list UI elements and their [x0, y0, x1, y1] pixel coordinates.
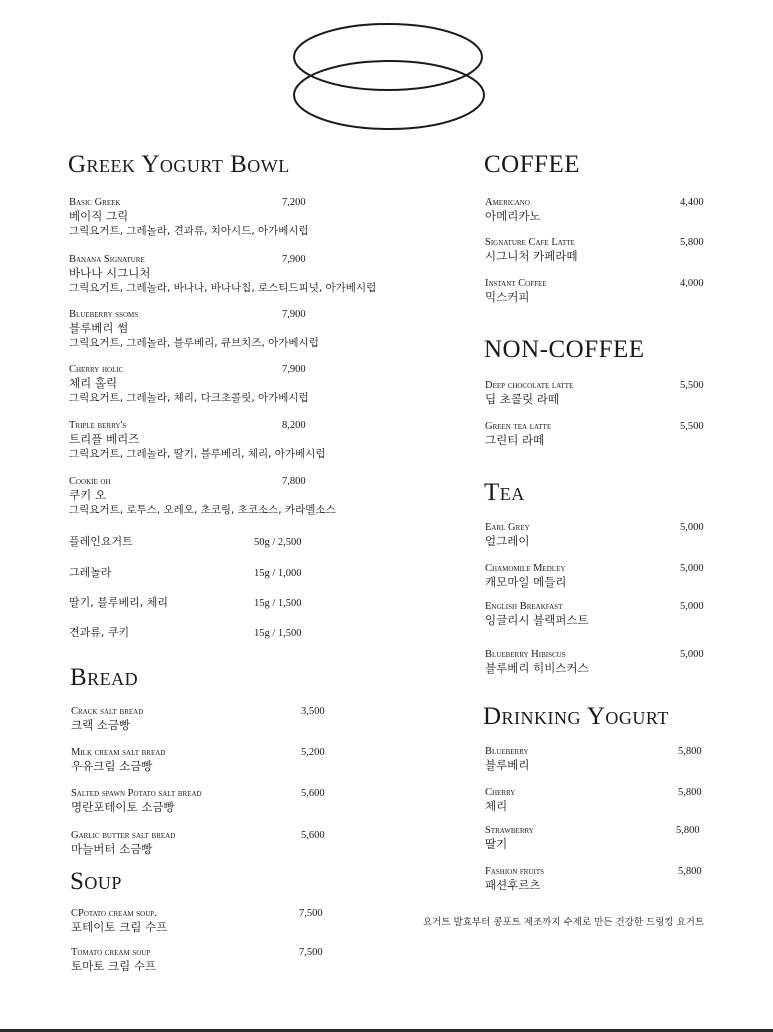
item-korean-name: 얼그레이	[485, 534, 530, 548]
item-price: 5,000	[680, 563, 704, 574]
item-description: 그릭요거트, 그레놀라, 블루베리, 큐브치즈, 아가베시럽	[69, 337, 319, 349]
item-korean-name: 블루베리 썸	[69, 321, 129, 335]
item-korean-name: 그린티 라떼	[485, 433, 545, 447]
item-price: 4,400	[680, 197, 704, 208]
item-price: 5,200	[301, 747, 325, 758]
topping-name: 그레놀라	[69, 566, 112, 579]
section-title-coffee: COFFEE	[484, 151, 581, 178]
menu-item	[485, 521, 530, 549]
item-price: 7,800	[282, 476, 306, 487]
item-korean-name: 크랙 소금빵	[71, 718, 131, 732]
topping-name: 딸기, 블루베리, 체리	[69, 596, 168, 609]
section-title-non-coffee: NON-COFFEE	[484, 336, 645, 363]
item-name: Banana Signature	[69, 254, 145, 265]
item-price: 5,600	[301, 788, 325, 799]
item-price: 5,000	[680, 522, 704, 533]
item-korean-name: 명란포테이토 소금빵	[71, 800, 175, 814]
menu-item	[69, 363, 309, 405]
item-name: CPotato cream soup.	[71, 908, 157, 919]
topping-name: 견과류, 쿠키	[69, 626, 130, 639]
topping-amount: 15g / 1,000	[254, 568, 302, 579]
item-korean-name: 트리플 베리즈	[69, 432, 140, 446]
item-name: Cherry holic	[69, 364, 124, 375]
item-price: 5,600	[301, 830, 325, 841]
item-price: 5,500	[680, 380, 704, 391]
item-korean-name: 체리	[485, 799, 508, 813]
item-name: Green tea latte	[485, 421, 552, 432]
item-price: 5,500	[680, 421, 704, 432]
item-price: 7,900	[282, 364, 306, 375]
item-price: 7,500	[299, 947, 323, 958]
topping-name: 플레인요거트	[69, 535, 133, 548]
menu-item	[485, 379, 573, 407]
item-price: 7,200	[282, 197, 306, 208]
item-price: 4,000	[680, 278, 704, 289]
item-name: Earl Grey	[485, 522, 530, 533]
item-korean-name: 믹스커피	[485, 290, 530, 304]
menu-item	[71, 787, 202, 815]
item-name: Cherry	[485, 787, 516, 798]
item-name: Blueberry Hibiscus	[485, 649, 566, 660]
item-name: Americano	[485, 197, 530, 208]
item-price: 7,500	[299, 908, 323, 919]
menu-item	[71, 946, 156, 974]
section-title-greek-yogurt: Greek Yogurt Bowl	[68, 151, 290, 178]
brand-logo	[0, 0, 773, 140]
item-name: English Breakfast	[485, 601, 563, 612]
item-description: 그릭요거트, 그레놀라, 딸기, 블루베리, 체리, 아가베시럽	[69, 448, 326, 460]
item-price: 3,500	[301, 706, 325, 717]
menu-item	[485, 562, 566, 590]
topping-amount: 15g / 1,500	[254, 628, 302, 639]
item-name: Blueberry	[485, 746, 529, 757]
item-korean-name: 블루베리 히비스커스	[485, 661, 589, 675]
item-price: 7,900	[282, 309, 306, 320]
menu-item	[485, 600, 589, 628]
item-korean-name: 아메리카노	[485, 209, 541, 223]
item-name: Signature Cafe Latte	[485, 237, 575, 248]
logo-ellipse-bottom	[294, 61, 484, 129]
item-korean-name: 패션후르츠	[485, 878, 541, 892]
item-price: 5,800	[680, 237, 704, 248]
menu-item	[71, 907, 167, 935]
drinking-yogurt-note: 요거트 발효부터 콩포트 제조까지 수제로 만든 건강한 드링킹 요거트	[423, 917, 705, 928]
item-name: Instant Coffee	[485, 278, 547, 289]
topping-amount: 50g / 2,500	[254, 537, 302, 548]
item-korean-name: 시그니처 카페라떼	[485, 249, 578, 263]
item-korean-name: 블루베리	[485, 758, 530, 772]
item-korean-name: 포테이토 크림 수프	[71, 920, 168, 934]
menu-item	[485, 277, 547, 305]
menu-item	[69, 196, 309, 238]
section-title-bread: Bread	[70, 664, 139, 691]
section-title-soup: Soup	[70, 868, 122, 895]
item-price: 5,800	[678, 866, 702, 877]
item-description: 그릭요거트, 그레놀라, 바나나, 바나나칩, 로스티드피넛, 아가베시럽	[69, 282, 377, 294]
item-price: 7,900	[282, 254, 306, 265]
item-name: Basic Greek	[69, 197, 121, 208]
item-name: Milk cream salt bread	[71, 747, 166, 758]
item-korean-name: 잉글리시 블랙퍼스트	[485, 613, 589, 627]
item-korean-name: 딸기	[485, 837, 508, 851]
item-korean-name: 캐모마일 메들리	[485, 575, 567, 589]
item-name: Chamomile Medley	[485, 563, 566, 574]
item-korean-name: 체리 홀릭	[69, 376, 118, 390]
item-name: Fashion fruits	[485, 866, 545, 877]
menu-item	[485, 824, 534, 852]
item-korean-name: 쿠키 오	[69, 488, 106, 502]
menu-item	[485, 865, 544, 893]
item-name: Garlic butter salt bread	[71, 830, 176, 841]
item-korean-name: 베이직 그릭	[69, 209, 129, 223]
item-name: Triple berry's	[69, 420, 127, 431]
item-price: 5,000	[680, 649, 704, 660]
item-name: Crack salt bread	[71, 706, 144, 717]
menu-item	[485, 648, 589, 676]
menu-item	[71, 746, 165, 774]
menu-item	[71, 705, 143, 733]
item-name: Blueberry ssoms	[69, 309, 139, 320]
menu-item	[485, 786, 515, 814]
section-title-tea: Tea	[484, 479, 525, 506]
item-price: 5,800	[676, 825, 700, 836]
item-price: 5,000	[680, 601, 704, 612]
item-price: 8,200	[282, 420, 306, 431]
logo-ellipse-top	[294, 24, 482, 90]
menu-item	[69, 253, 376, 295]
item-korean-name: 마늘버터 소금빵	[71, 842, 153, 856]
section-title-drinking-yogurt: Drinking Yogurt	[483, 703, 669, 730]
item-name: Strawberry	[485, 825, 534, 836]
item-name: Salted spawn Potato salt bread	[71, 788, 202, 799]
item-name: Cookie oh	[69, 476, 111, 487]
menu-item	[485, 420, 551, 448]
menu-item	[485, 745, 529, 773]
item-description: 그릭요거트, 로투스, 오레오, 초코링, 초코소스, 카라멜소스	[69, 504, 336, 516]
item-price: 5,800	[678, 746, 702, 757]
item-price: 5,800	[678, 787, 702, 798]
menu-item	[485, 196, 541, 224]
item-korean-name: 토마토 크림 수프	[71, 959, 157, 973]
item-description: 그릭요거트, 그레놀라, 견과류, 치아시드, 아가베시럽	[69, 225, 309, 237]
item-korean-name: 딥 초콜릿 라떼	[485, 392, 559, 406]
item-name: Tomato cream soup	[71, 947, 151, 958]
item-description: 그릭요거트, 그레놀라, 체리, 다크초콜릿, 아가베시럽	[69, 392, 309, 404]
topping-amount: 15g / 1,500	[254, 598, 302, 609]
menu-item	[485, 236, 578, 264]
item-korean-name: 우유크림 소금빵	[71, 759, 153, 773]
item-korean-name: 바나나 시그니처	[69, 266, 151, 280]
item-name: Deep chocolate latte	[485, 380, 574, 391]
menu-item	[71, 829, 175, 857]
